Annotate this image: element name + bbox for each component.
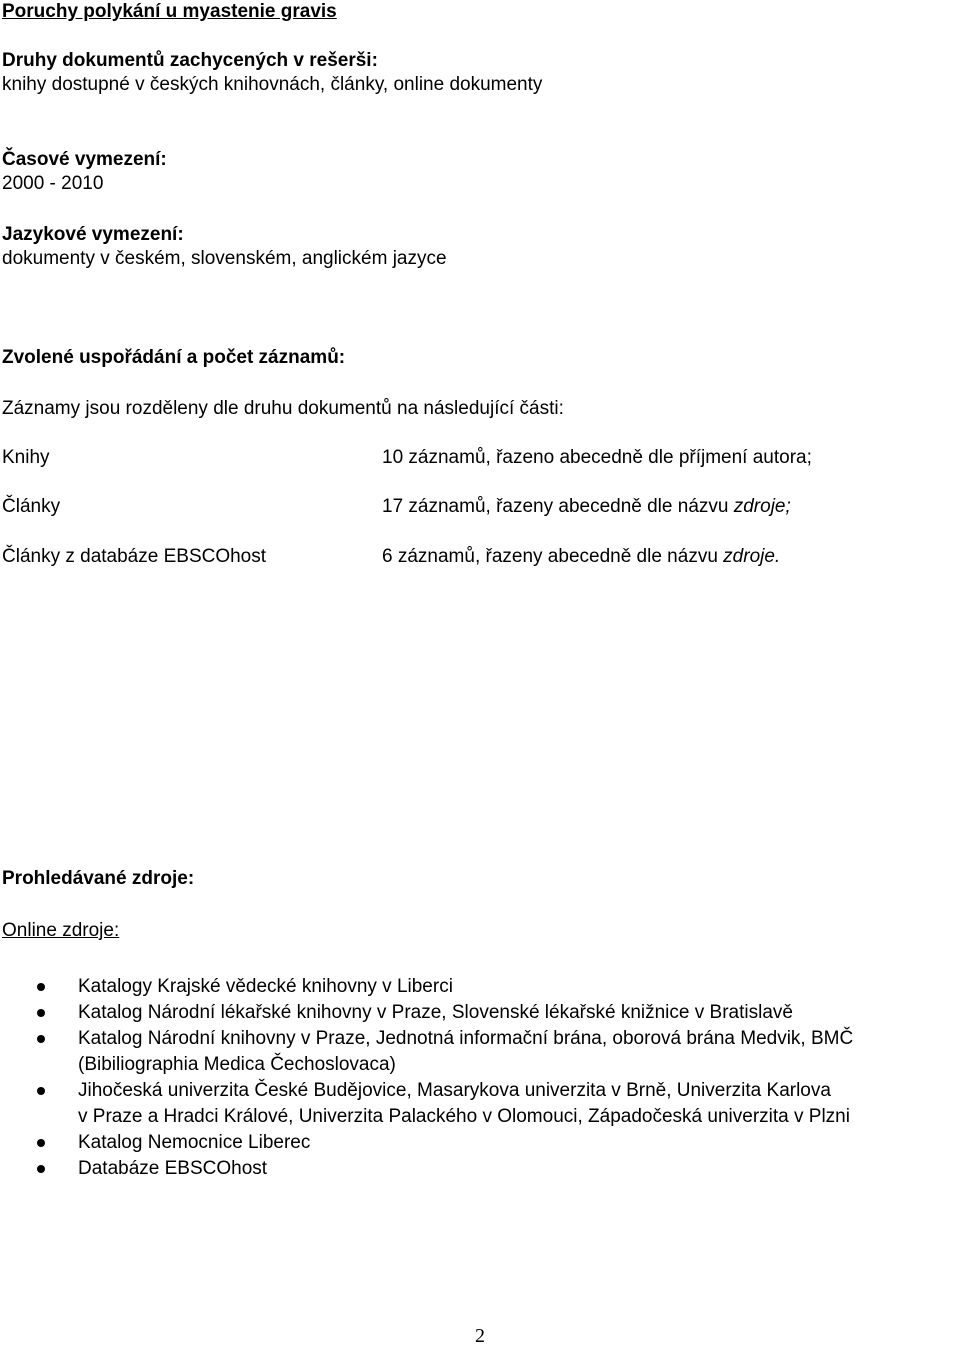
document-types-heading: Druhy dokumentů zachycených v rešerši: bbox=[2, 50, 378, 71]
list-item-text: v Praze a Hradci Králové, Univerzita Palackého v Olomouci, Západočeská univerzita v Plzni bbox=[78, 1106, 850, 1127]
time-range-heading: Časové vymezení: bbox=[2, 149, 167, 170]
records-row-desc bbox=[382, 446, 812, 470]
records-row-label: Články bbox=[2, 496, 61, 517]
language-heading: Jazykové vymezení: bbox=[2, 224, 184, 245]
list-item bbox=[0, 1156, 960, 1182]
bullet-icon bbox=[37, 1087, 45, 1095]
sources-heading: Prohledávané zdroje: bbox=[2, 868, 195, 889]
list-item bbox=[0, 1026, 960, 1078]
bullet-icon bbox=[37, 1139, 45, 1147]
records-row-source: zdroje; bbox=[733, 496, 791, 517]
records-row-desc bbox=[382, 495, 791, 519]
list-item bbox=[0, 974, 960, 1000]
list-item-text: Katalog Národní lékařské knihovny v Praze, Slovenské lékařské knižnice v Bratislavě bbox=[78, 1002, 793, 1023]
records-row-source: zdroje. bbox=[723, 546, 781, 567]
list-item-text: Databáze EBSCOhost bbox=[78, 1158, 268, 1179]
bullet-icon bbox=[37, 1009, 45, 1017]
bullet-icon bbox=[37, 1165, 45, 1173]
records-row-label: Články z databáze EBSCOhost bbox=[2, 546, 267, 567]
list-item-text: Katalogy Krajské vědecké knihovny v Liberci bbox=[78, 976, 453, 997]
document-types-value: knihy dostupné v českých knihovnách, články, online dokumenty bbox=[2, 74, 543, 95]
bullet-icon bbox=[37, 1035, 45, 1043]
language-value: dokumenty v českém, slovenském, anglickém jazyce bbox=[2, 248, 447, 269]
arrangement-heading: Zvolené uspořádání a počet záznamů: bbox=[2, 347, 346, 368]
list-item-text: Katalog Nemocnice Liberec bbox=[78, 1132, 311, 1153]
document-title: Poruchy polykání u myastenie gravis bbox=[2, 1, 337, 22]
time-range-value: 2000 - 2010 bbox=[2, 173, 104, 194]
list-item bbox=[0, 1130, 960, 1156]
sources-list bbox=[0, 974, 960, 1182]
list-item-text: (Bibiliographia Medica Čechoslovaca) bbox=[78, 1054, 396, 1075]
list-item-text: Jihočeská univerzita České Budějovice, Masarykova univerzita v Brně, Univerzita Karlova bbox=[78, 1080, 831, 1101]
list-item bbox=[0, 1078, 960, 1130]
records-row-count-text: 6 záznamů, řazeny abecedně dle názvu bbox=[382, 546, 724, 567]
list-item bbox=[0, 1000, 960, 1026]
page-number: 2 bbox=[475, 1325, 485, 1347]
records-row-desc bbox=[382, 545, 780, 569]
arrangement-intro: Záznamy jsou rozděleny dle druhu dokumentů na následující části: bbox=[2, 398, 564, 419]
bullet-icon bbox=[37, 983, 45, 991]
records-row-count-text: 17 záznamů, řazeny abecedně dle názvu bbox=[382, 496, 734, 517]
list-item-text: Katalog Národní knihovny v Praze, Jednotná informační brána, oborová brána Medvik, BMČ bbox=[78, 1028, 854, 1049]
records-row-label: Knihy bbox=[2, 447, 50, 468]
records-row-count-text: 10 záznamů, řazeno abecedně dle příjmení autora; bbox=[382, 447, 812, 468]
online-sources-heading: Online zdroje: bbox=[2, 920, 120, 941]
